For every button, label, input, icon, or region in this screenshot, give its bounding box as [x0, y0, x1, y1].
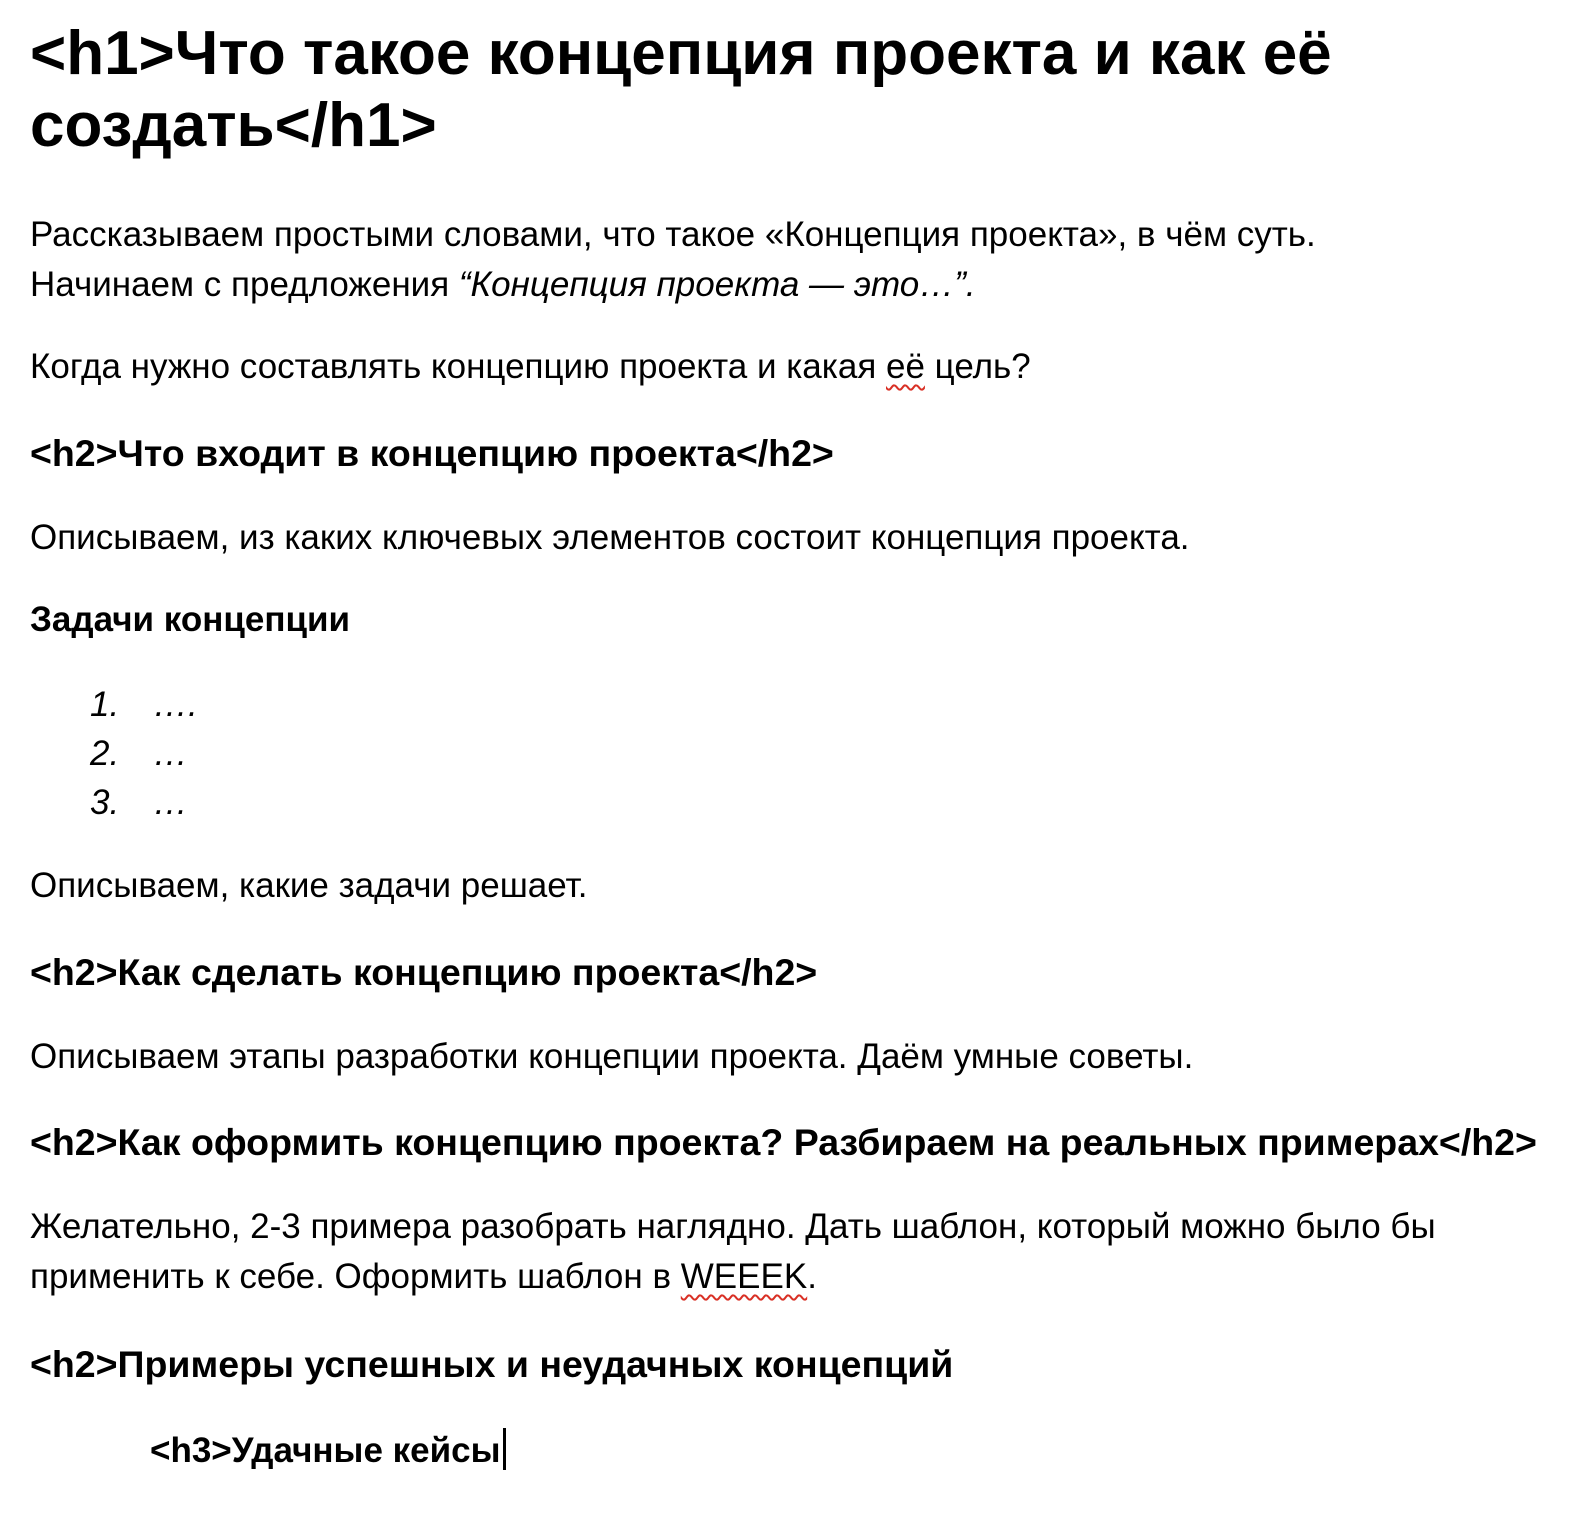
spellcheck-flagged-word[interactable]: WEEEK	[680, 1257, 808, 1296]
heading-examples: <h2>Примеры успешных и неудачных концепций	[30, 1343, 954, 1385]
list-item	[90, 729, 198, 778]
list-item-number: 3.	[90, 783, 120, 822]
page-title: <h1>Что такое концепция проекта и как её создать</h1>	[30, 19, 1332, 160]
when-paragraph	[30, 342, 1031, 392]
stages-paragraph: Описываем этапы разработки концепции проекта. Даём умные советы.	[30, 1037, 1194, 1076]
intro-line-2-text: Начинаем с предложения	[30, 265, 459, 304]
heading-how-to-make: <h2>Как сделать концепцию проекта</h2>	[30, 951, 818, 993]
text-cursor	[503, 1428, 506, 1470]
elements-paragraph: Описываем, из каких ключевых элементов состоит концепция проекта.	[30, 518, 1190, 557]
list-item-text: …	[153, 734, 188, 773]
subheading-good-cases[interactable]	[150, 1428, 506, 1473]
tasks-paragraph: Описываем, какие задачи решает.	[30, 866, 588, 905]
heading-how-to-format: <h2>Как оформить концепцию проекта? Разбираем на реальных примерах</h2>	[30, 1121, 1537, 1163]
examples-line-1: Желательно, 2-3 примера разобрать наглядно. Дать шаблон, который можно было бы	[30, 1207, 1436, 1246]
when-text-before: Когда нужно составлять концепцию проекта и какая	[30, 347, 886, 386]
heading-what-includes: <h2>Что входит в концепцию проекта</h2>	[30, 432, 834, 474]
list-item-text: ….	[153, 685, 198, 724]
examples-paragraph	[30, 1202, 1436, 1302]
tasks-list	[90, 680, 198, 827]
spellcheck-flagged-word[interactable]: её	[886, 347, 925, 386]
when-text-after: цель?	[924, 347, 1031, 386]
examples-line-2-before: применить к себе. Оформить шаблон в	[30, 1257, 681, 1296]
examples-line-2-after: .	[807, 1257, 817, 1296]
intro-line-2-italic: “Концепция проекта — это…”.	[458, 265, 976, 304]
subheading-good-cases-text: <h3>Удачные кейсы	[150, 1431, 501, 1470]
intro-line-1: Рассказываем простыми словами, что такое «Концепция проекта», в чём суть.	[30, 215, 1316, 254]
list-item-text: …	[153, 783, 188, 822]
list-item-number: 2.	[90, 734, 120, 773]
list-item	[90, 778, 198, 827]
list-item	[90, 680, 198, 729]
list-item-number: 1.	[90, 685, 120, 724]
subheading-tasks: Задачи концепции	[30, 600, 351, 639]
intro-paragraph	[30, 210, 1316, 310]
